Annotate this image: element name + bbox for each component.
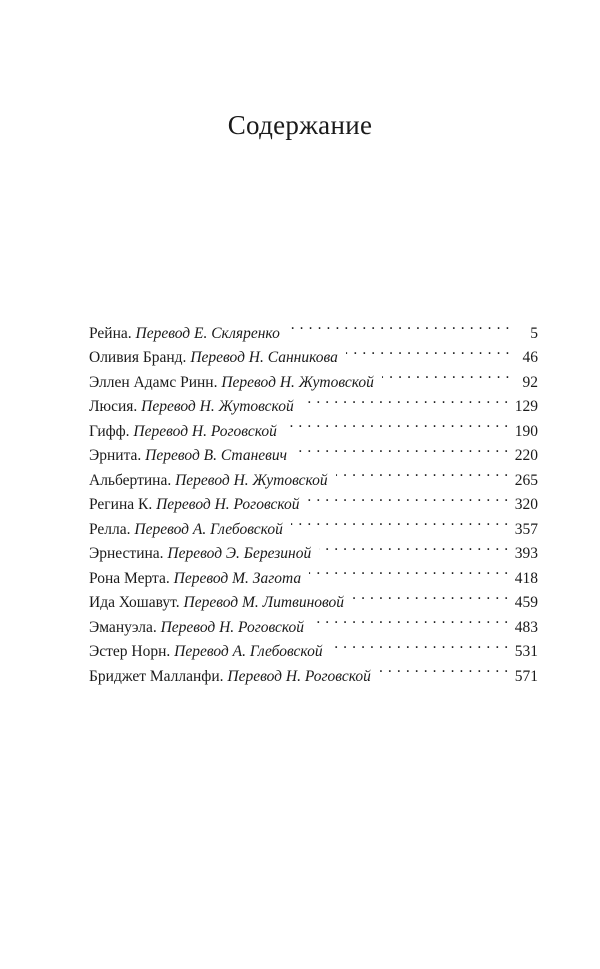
entry-page-number: 483: [514, 618, 538, 636]
dot-leader: [331, 632, 509, 657]
entry-page-number: 92: [522, 373, 538, 391]
entry-translator: Перевод Н. Роговской: [227, 667, 371, 685]
entry-translator: Перевод М. Литвиновой: [183, 594, 345, 611]
entry-page-number: 129: [514, 398, 538, 415]
entry-translator: Перевод Э. Березиной: [167, 545, 312, 562]
entry-heroine: Гифф.: [89, 422, 130, 440]
dot-leader: [291, 509, 509, 534]
entry-translator: Перевод Н. Жутовской: [175, 471, 328, 489]
entry-page-number: 46: [522, 349, 538, 366]
dot-leader: [379, 656, 509, 681]
entry-heroine: Эрнестина.: [89, 545, 164, 562]
dot-leader: [288, 313, 510, 338]
entry-heroine: Люсия.: [89, 398, 138, 415]
dot-leader: [312, 607, 509, 632]
entry-translator: Перевод Н. Роговской: [160, 618, 305, 636]
entry-heroine: Регина К.: [89, 496, 153, 513]
entry-page-number: 418: [514, 569, 538, 587]
entry-heroine: Релла.: [89, 520, 131, 538]
dot-leader: [382, 362, 510, 387]
entry-translator: Перевод Н. Роговской: [156, 496, 300, 513]
entry-heroine: Эмануэла.: [89, 618, 157, 636]
entry-page-number: 190: [514, 422, 538, 440]
dot-leader: [319, 534, 509, 559]
dot-leader: [309, 558, 509, 583]
entry-page-number: 393: [514, 545, 538, 562]
table-of-contents: [89, 313, 538, 685]
entry-translator: Перевод А. Глебовской: [174, 643, 323, 660]
entry-translator: Перевод Е. Скляренко: [135, 324, 280, 342]
dot-leader: [308, 485, 509, 510]
entry-heroine: Оливия Бранд.: [89, 349, 187, 366]
entry-translator: Перевод Н. Жутовской: [221, 373, 374, 391]
entry-translator: Перевод Н. Жутовской: [141, 398, 294, 415]
dot-leader: [302, 387, 509, 412]
entry-translator: Перевод М. Загота: [173, 569, 302, 587]
entry-heroine: Эстер Норн.: [89, 643, 171, 660]
entry-page-number: 459: [514, 594, 538, 611]
entry-heroine: Альбертина.: [89, 471, 172, 489]
entry-page-number: 220: [514, 447, 538, 464]
entry-heroine: Эллен Адамс Ринн.: [89, 373, 218, 391]
entry-translator: Перевод А. Глебовской: [134, 520, 283, 538]
entry-heroine: Ида Хошавут.: [89, 594, 180, 611]
entry-translator: Перевод Н. Роговской: [133, 422, 277, 440]
entry-page-number: 357: [514, 520, 538, 538]
entry-translator: Перевод В. Станевич: [145, 447, 288, 464]
entry-page-number: 571: [514, 667, 538, 685]
entry-page-number: 265: [514, 471, 538, 489]
entry-page-number: 531: [514, 643, 538, 660]
dot-leader: [336, 460, 509, 485]
entry-translator: Перевод Н. Санникова: [190, 349, 338, 366]
page-title: Содержание: [227, 110, 373, 140]
entry-heroine: Эрнита.: [89, 447, 142, 464]
entry-page-number: 5: [530, 324, 538, 342]
dot-leader: [285, 411, 509, 436]
entry-page-number: 320: [514, 496, 538, 513]
dot-leader: [346, 338, 510, 363]
dot-leader: [352, 583, 509, 608]
dot-leader: [295, 436, 509, 461]
entry-heroine: Рейна.: [89, 324, 132, 342]
entry-heroine: Бриджет Малланфи.: [89, 667, 224, 685]
entry-heroine: Рона Мерта.: [89, 569, 170, 587]
toc-entry: [89, 313, 538, 342]
